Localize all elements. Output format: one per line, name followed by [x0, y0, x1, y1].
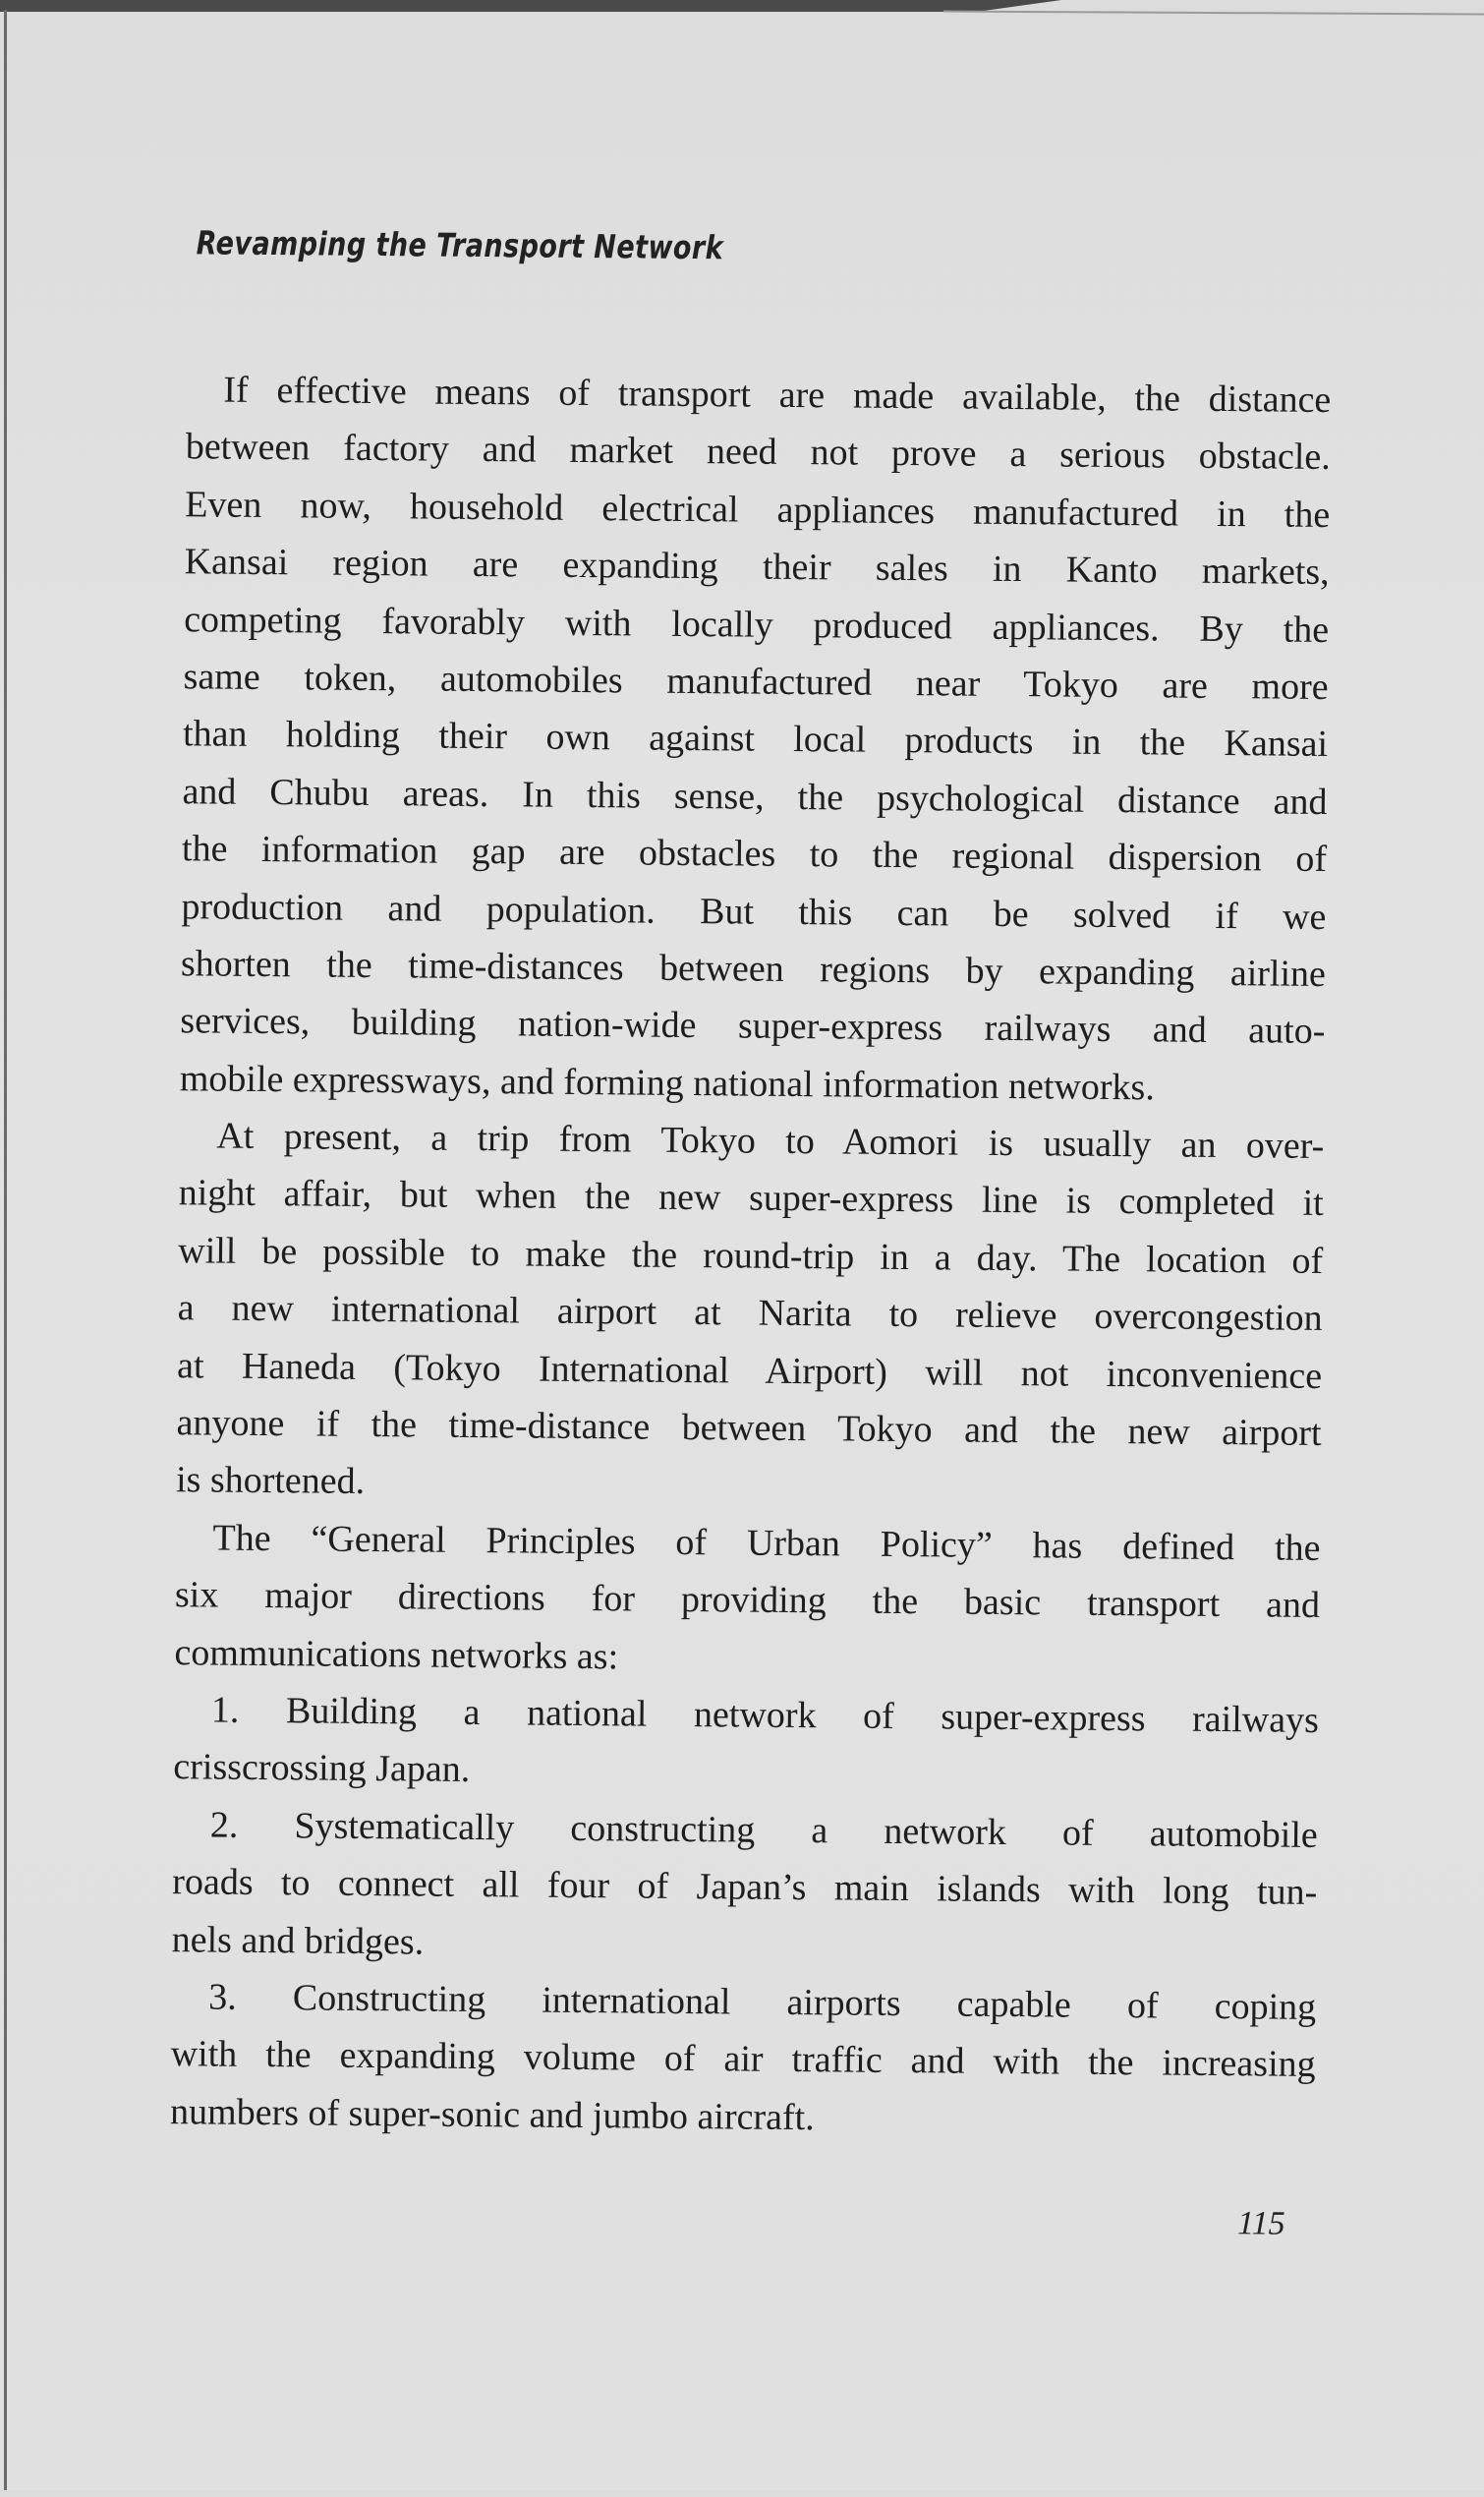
text-line: a new international airport at Narita to relieve overcongestion	[177, 1287, 1323, 1340]
text-line: shorten the time-distances between regions by expanding airline	[180, 943, 1327, 995]
text-line: 2. Systematically constructing a network of automobile	[209, 1804, 1318, 1856]
list-item	[170, 1968, 1317, 2151]
text-line: Even now, household electrical appliances manufactured in the	[185, 484, 1331, 536]
text-line: same token, automobiles manufactured near Tokyo are more	[183, 656, 1329, 708]
text-line: anyone if the time-distance between Tokyo and the new airport	[176, 1402, 1322, 1454]
text-line: services, building nation-wide super-express railways and auto-	[180, 1000, 1326, 1053]
text-line: and Chubu areas. In this sense, the psychological distance and	[182, 770, 1328, 823]
list-item	[173, 1681, 1319, 1807]
page-number: 115	[1236, 2205, 1285, 2242]
text-line: numbers of super-sonic and jumbo aircraft.	[169, 2090, 815, 2138]
paragraph	[176, 1107, 1325, 1519]
running-head: Revamping the Transport Network	[196, 223, 724, 267]
text-line: mobile expressways, and forming national information networks.	[179, 1057, 1156, 1109]
text-line: crisscrossing Japan.	[173, 1746, 471, 1791]
text-line: competing favorably with locally produced appliances. By the	[183, 598, 1330, 651]
text-line: night affair, but when the new super-express line is completed it	[178, 1172, 1324, 1225]
text-line: with the expanding volume of air traffic and with the increasing	[170, 2033, 1316, 2086]
text-line: 3. Constructing international airports capable of coping	[208, 1976, 1317, 2028]
text-line: At present, a trip from Tokyo to Aomori is usually an over-	[216, 1115, 1325, 1168]
text-line: the information gap are obstacles to the regional dispersion of	[181, 828, 1328, 881]
text-line: between factory and market need not prove a serious obstacle.	[185, 426, 1331, 479]
text-line: 1. Building a national network of super-express railways	[210, 1689, 1320, 1741]
text-line: Kansai region are expanding their sales in Kanto markets,	[184, 541, 1330, 594]
text-line: six major directions for providing the basic transport and	[174, 1574, 1321, 1627]
text-line: The “General Principles of Urban Policy” has defined the	[212, 1517, 1321, 1569]
text-line: nels and bridges.	[171, 1918, 425, 1963]
text-line: roads to connect all four of Japan’s main islands with long tun-	[172, 1861, 1318, 1914]
text-line: than holding their own against local products in the Kansai	[182, 713, 1329, 766]
paragraph	[180, 361, 1332, 1118]
body-text	[170, 361, 1332, 2151]
text-line: communications networks as:	[174, 1631, 619, 1677]
text-line: is shortened.	[175, 1459, 366, 1503]
text-line: will be possible to make the round-trip in a day. The location of	[178, 1230, 1324, 1282]
text-line: production and population. But this can be solved if we	[181, 885, 1327, 938]
text-line: at Haneda (Tokyo International Airport) will not inconvenience	[176, 1344, 1323, 1397]
text-line: If effective means of transport are made available, the distance	[223, 369, 1332, 422]
list-item	[171, 1796, 1318, 1979]
paragraph	[174, 1509, 1321, 1692]
